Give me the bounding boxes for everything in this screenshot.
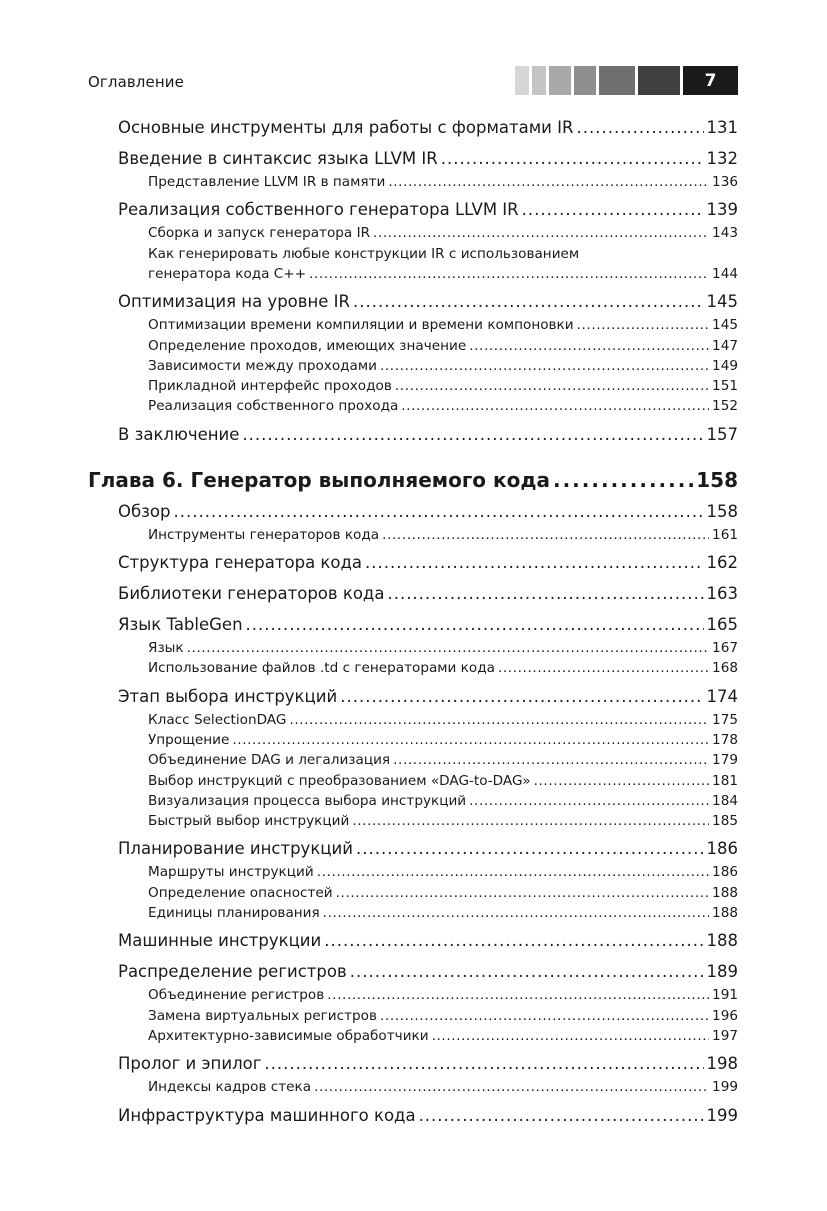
toc-entry[interactable] — [148, 791, 738, 811]
toc-page-number: 179 — [712, 752, 738, 769]
toc-entry[interactable] — [118, 683, 738, 710]
toc-entry-title: Язык TableGen — [118, 611, 243, 638]
toc-entry[interactable] — [148, 985, 738, 1005]
toc-chapter[interactable] — [88, 462, 738, 498]
toc-entry[interactable] — [118, 288, 738, 315]
toc-page-number: 191 — [712, 987, 738, 1004]
toc-entry-title: Единицы планирования — [148, 903, 320, 923]
toc-page-number: 181 — [712, 772, 738, 789]
toc-entry[interactable] — [118, 145, 738, 172]
toc-page-number: 147 — [712, 337, 738, 354]
toc-entry-title: Определение опасностей — [148, 883, 333, 903]
dot-leader — [353, 288, 703, 315]
dot-leader — [401, 396, 709, 416]
toc-entry-title: генератора кода C++ — [148, 264, 306, 284]
header-bar-segment — [549, 66, 571, 95]
section-title: Оглавление — [88, 73, 184, 91]
header-bar-segment — [532, 66, 546, 95]
dot-leader — [419, 1102, 704, 1129]
dot-leader — [469, 336, 709, 356]
toc-entry-title: Выбор инструкций с преобразованием «DAG-to-DAG» — [148, 771, 531, 791]
toc-page-number: 188 — [706, 931, 738, 951]
toc-page-number: 178 — [712, 731, 738, 748]
toc-entry-title: Инфраструктура машинного кода — [118, 1102, 416, 1129]
toc-entry[interactable] — [148, 356, 738, 376]
dot-leader — [264, 1050, 703, 1077]
toc-page-number: 197 — [712, 1027, 738, 1044]
dot-leader — [350, 958, 704, 985]
toc-page-number: 143 — [712, 225, 738, 242]
toc-entry-title: Этап выбора инструкций — [118, 683, 337, 710]
toc-entry[interactable] — [148, 1026, 738, 1046]
header-bar-segment — [574, 66, 596, 95]
dot-leader — [553, 462, 693, 498]
toc-page-number: 196 — [712, 1007, 738, 1024]
toc-page-number: 189 — [706, 962, 738, 982]
toc-page-number: 185 — [712, 813, 738, 830]
toc-page-number: 145 — [706, 292, 738, 312]
toc-page-number: 186 — [712, 864, 738, 881]
toc-entry-title: Быстрый выбор инструкций — [148, 811, 349, 831]
toc-page-number: 145 — [712, 317, 738, 334]
toc-page-number: 188 — [712, 884, 738, 901]
toc-entry[interactable] — [118, 549, 738, 576]
toc-entry-title: Определение проходов, имеющих значение — [148, 336, 466, 356]
toc-entry[interactable] — [148, 883, 738, 903]
toc-page-number: 132 — [706, 149, 738, 168]
dot-leader — [324, 927, 703, 954]
toc-entry-title: Распределение регистров — [118, 958, 347, 985]
toc-page-number: 161 — [712, 526, 738, 543]
toc-entry[interactable] — [148, 658, 738, 678]
toc-entry-title: Сборка и запуск генератора IR — [148, 223, 370, 243]
toc-page-number: 184 — [712, 792, 738, 809]
dot-leader — [373, 223, 709, 243]
toc-entry-title: Пролог и эпилог — [118, 1050, 261, 1077]
toc-page-number: 152 — [712, 398, 738, 415]
toc-entry[interactable] — [118, 114, 738, 141]
toc-page-number: 162 — [706, 553, 738, 572]
toc-entry-title: Упрощение — [148, 730, 229, 750]
dot-leader — [317, 862, 709, 882]
dot-leader — [232, 730, 709, 750]
toc-entry[interactable] — [148, 710, 738, 730]
toc-entry-title: В заключение — [118, 421, 239, 448]
dot-leader — [576, 114, 703, 141]
toc-entry[interactable] — [148, 771, 738, 791]
toc-page-number: 151 — [712, 378, 738, 395]
dot-leader — [534, 771, 709, 791]
toc-page-number: 174 — [706, 686, 738, 706]
toc-entry[interactable] — [118, 958, 738, 985]
dot-leader — [365, 549, 703, 576]
dot-leader — [323, 903, 709, 923]
toc-entry[interactable] — [118, 611, 738, 638]
toc-entry-title: Замена виртуальных регистров — [148, 1006, 377, 1026]
toc-entry-title: Объединение регистров — [148, 985, 324, 1005]
toc-entry[interactable] — [148, 223, 738, 243]
dot-leader — [441, 145, 704, 172]
toc-entry-line — [148, 244, 738, 264]
dot-leader — [380, 1006, 709, 1026]
dot-leader — [393, 750, 709, 770]
dot-leader — [380, 356, 709, 376]
toc-entry-title: Представление LLVM IR в памяти — [148, 172, 385, 192]
toc-entry-title: Визуализация процесса выбора инструкций — [148, 791, 466, 811]
toc-entry-title: Машинные инструкции — [118, 927, 321, 954]
dot-leader — [432, 1026, 709, 1046]
toc-page-number: 139 — [706, 200, 738, 220]
toc-entry-title: Маршруты инструкций — [148, 862, 314, 882]
header-tab-bar — [512, 66, 738, 95]
toc-entry[interactable] — [148, 811, 738, 831]
header-bar-segment — [638, 66, 680, 95]
dot-leader — [327, 985, 709, 1005]
dot-leader — [246, 611, 704, 638]
toc-page-number: 186 — [706, 839, 738, 859]
toc-page-number: 175 — [712, 711, 738, 728]
toc-entry[interactable] — [148, 903, 738, 923]
toc-page-number: 136 — [712, 174, 738, 190]
dot-leader — [242, 421, 703, 448]
toc-page-number: 149 — [712, 357, 738, 374]
toc-page-number: 168 — [712, 660, 738, 677]
dot-leader — [469, 791, 709, 811]
toc-entry-title: Реализация собственного прохода — [148, 396, 398, 416]
toc-entry[interactable] — [148, 336, 738, 356]
dot-leader — [577, 315, 709, 335]
toc-entry[interactable] — [118, 498, 738, 525]
dot-leader — [309, 264, 709, 284]
toc-entry-title: Основные инструменты для работы с форматами IR — [118, 114, 573, 141]
toc-entry[interactable] — [118, 196, 738, 223]
dot-leader — [498, 658, 709, 678]
toc-entry-title: Язык — [148, 638, 184, 658]
toc-entry[interactable] — [148, 1077, 738, 1097]
toc-entry-title: Реализация собственного генератора LLVM IR — [118, 196, 519, 223]
toc-entry[interactable] — [118, 421, 738, 448]
toc-entry[interactable] — [118, 580, 738, 607]
toc-entry[interactable] — [118, 835, 738, 862]
toc-entry-title: Индексы кадров стека — [148, 1077, 311, 1097]
dot-leader — [340, 683, 703, 710]
toc-page-number: 167 — [712, 640, 738, 656]
toc-entry-title: Объединение DAG и легализация — [148, 750, 390, 770]
header-bar-segment — [515, 66, 529, 95]
toc-entry-title: Использование файлов .td с генераторами кода — [148, 658, 495, 678]
dot-leader — [336, 883, 709, 903]
toc-entry[interactable] — [148, 638, 738, 658]
toc-page-number: 158 — [696, 467, 738, 492]
toc-entry-title: Оптимизации времени компиляции и времени компоновки — [148, 315, 574, 335]
toc-entry-title: Инструменты генераторов кода — [148, 525, 379, 545]
toc-entry-title: Обзор — [118, 498, 171, 525]
toc-page-number: 199 — [706, 1105, 738, 1125]
dot-leader — [388, 172, 709, 192]
toc-page-number: 188 — [712, 905, 738, 921]
toc-entry[interactable] — [148, 376, 738, 396]
dot-leader — [352, 811, 709, 831]
toc-entry-title: Класс SelectionDAG — [148, 710, 286, 730]
dot-leader — [522, 196, 704, 223]
toc-entry[interactable] — [118, 927, 738, 954]
toc-entry-title: Библиотеки генераторов кода — [118, 580, 384, 607]
toc-page-number: 158 — [706, 501, 738, 521]
toc-page-number: 165 — [706, 615, 738, 634]
toc-entry-title: Архитектурно-зависимые обработчики — [148, 1026, 429, 1046]
toc-page-number: 144 — [712, 265, 738, 282]
toc-entry-title: Оптимизация на уровне IR — [118, 288, 350, 315]
dot-leader — [387, 580, 703, 607]
header-bar-segment — [599, 66, 635, 95]
toc-page-number: 131 — [706, 118, 738, 137]
toc-entry[interactable] — [148, 264, 738, 284]
toc-entry[interactable] — [148, 525, 738, 545]
dot-leader — [395, 376, 709, 396]
dot-leader — [289, 710, 709, 730]
toc-entry-title: Как генерировать любые конструкции IR с использованием — [148, 244, 579, 264]
page-number: 7 — [683, 66, 738, 95]
toc-entry[interactable] — [148, 1006, 738, 1026]
toc-page-number: 157 — [706, 424, 738, 444]
toc-page-number: 163 — [706, 584, 738, 603]
toc-entry-title: Введение в синтаксис языка LLVM IR — [118, 145, 438, 172]
dot-leader — [356, 835, 704, 862]
running-header — [88, 66, 738, 96]
toc-entry[interactable] — [148, 172, 738, 192]
toc-entry-title: Планирование инструкций — [118, 835, 353, 862]
toc-entry[interactable] — [118, 1050, 738, 1077]
dot-leader — [174, 498, 704, 525]
dot-leader — [314, 1077, 709, 1097]
toc-entry-title: Зависимости между проходами — [148, 356, 377, 376]
toc-entry[interactable] — [148, 315, 738, 335]
toc-entry[interactable] — [148, 730, 738, 750]
toc-entry[interactable] — [148, 862, 738, 882]
toc-entry-title: Глава 6. Генератор выполняемого кода — [88, 462, 550, 498]
dot-leader — [382, 525, 709, 545]
dot-leader — [187, 638, 709, 658]
toc-page-number: 198 — [706, 1054, 738, 1074]
toc-entry[interactable] — [118, 1102, 738, 1129]
toc-entry[interactable] — [148, 396, 738, 416]
toc-entry-title: Структура генератора кода — [118, 549, 362, 576]
toc-page-number: 199 — [712, 1079, 738, 1096]
toc-entry-title: Прикладной интерфейс проходов — [148, 376, 392, 396]
toc-entry[interactable] — [148, 750, 738, 770]
